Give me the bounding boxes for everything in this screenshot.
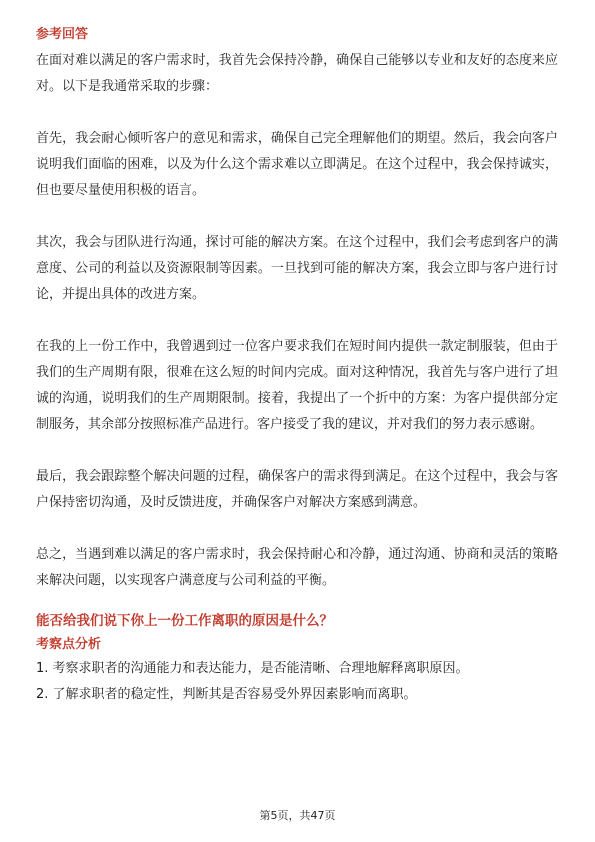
answer-paragraph-last: 最后，我会跟踪整个解决问题的过程，确保客户的需求得到满足。在这个过程中，我会与客户保持密切沟通，及时反馈进度，并确保客户对解决方案感到满意。 xyxy=(36,469,558,510)
analysis-heading: 考察点分析 xyxy=(36,637,102,652)
paragraph-gap xyxy=(36,516,558,542)
section-gap xyxy=(36,594,558,608)
answer-paragraph-example: 在我的上一份工作中，我曾遇到过一位客户要求我们在短时间内提供一款定制服装，但由于我们的生产周期有限，很难在这么短的时间内完成。面对这种情况，我首先与客户进行了坦诚的沟通，说明我们的生产周期限制。接着，我提出了一个折中的方案：为客户提供部分定制服务，其余部分按照标准产品进行。客户接受了我的建议，并对我们的努力表示感谢。 xyxy=(36,339,558,432)
answer-paragraph-summary: 总之，当遇到难以满足的客户需求时，我会保持耐心和冷静，通过沟通、协商和灵活的策略来解决问题，以实现客户满意度与公司利益的平衡。 xyxy=(36,547,558,588)
paragraph-gap xyxy=(36,438,558,464)
answer-heading: 参考回答 xyxy=(36,27,89,42)
question-title: 能否给我们说下你上一份工作离职的原因是什么？ xyxy=(36,613,333,629)
analysis-point-1: 1. 考察求职者的沟通能力和表达能力，是否能清晰、合理地解释离职原因。 xyxy=(36,661,469,676)
analysis-point-2: 2. 了解求职者的稳定性，判断其是否容易受外界因素影响而离职。 xyxy=(36,687,417,702)
paragraph-gap xyxy=(36,204,558,230)
answer-paragraph-intro: 在面对难以满足的客户需求时，我首先会保持冷静，确保自己能够以专业和友好的态度来应对。以下是我通常采取的步骤： xyxy=(36,53,558,94)
answer-paragraph-second: 其次，我会与团队进行沟通，探讨可能的解决方案。在这个过程中，我们会考虑到客户的满意度、公司的利益以及资源限制等因素。一旦找到可能的解决方案，我会立即与客户进行讨论，并提出具体的改进方案。 xyxy=(36,235,558,302)
page-number: 第5页，共47页 xyxy=(259,809,336,822)
paragraph-gap xyxy=(36,100,558,126)
paragraph-gap xyxy=(36,308,558,334)
page-content xyxy=(36,20,558,708)
answer-paragraph-first: 首先，我会耐心倾听客户的意见和需求，确保自己完全理解他们的期望。然后，我会向客户说明我们面临的困难，以及为什么这个需求难以立即满足。在这个过程中，我会保持诚实，但也要尽量使用积极的语言。 xyxy=(36,131,558,198)
